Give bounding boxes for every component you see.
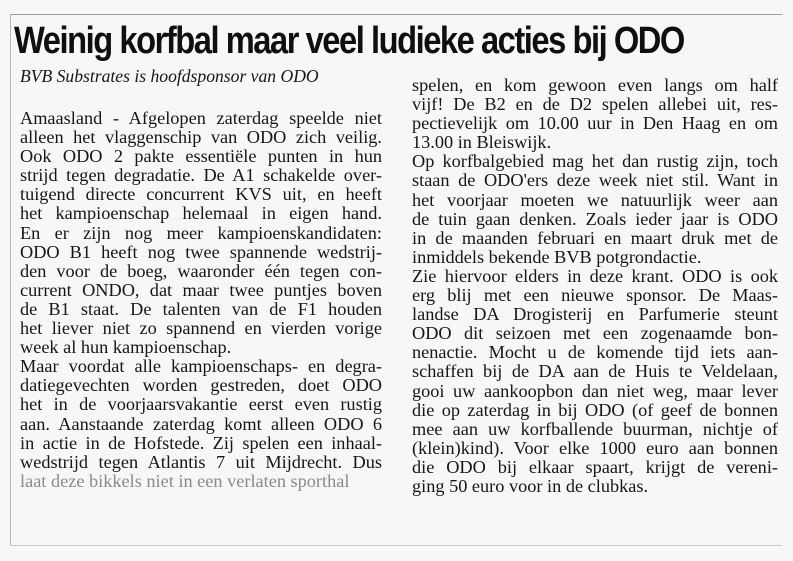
article-text-line: gooi uw aankoopbon dan niet weg, maar lever (412, 380, 778, 401)
article-text-line: landse DA Drogisterij en Parfumerie steunt (412, 304, 778, 325)
article-text-line: 13.00 in Bleiswijk. (412, 132, 552, 153)
article-text-line: (klein)kind). Voor elke 1000 euro aan bonnen (412, 437, 778, 458)
article-text-line: het kampioenschap helemaal in eigen hand. (20, 203, 382, 224)
article-text-line: wedstrijd tegen Atlantis 7 uit Mijdrecht. Dus (20, 451, 382, 472)
article-text-line: den voor de boeg, waaronder één tegen con- (20, 260, 382, 281)
article-text-line: in actie in de Hofstede. Zij spelen een inhaal- (20, 432, 382, 453)
article-column-right (412, 76, 778, 496)
right-column-text (412, 76, 778, 496)
clipping-edge-bottom (10, 545, 782, 546)
article-text-line: Op korfbalgebied mag het dan rustig zijn, toch (412, 151, 778, 172)
article-text-line: En er zijn nog meer kampioenskandidaten: (20, 222, 382, 243)
article-text-line: de B1 staat. De talenten van de F1 houden (20, 298, 382, 319)
subheadline: BVB Substrates is hoofdsponsor van ODO (20, 66, 319, 86)
article-text-line: in de maanden februari en maart druk met de (412, 227, 778, 248)
article-text-line: laat deze bikkels niet in een verlaten sporthal (20, 470, 350, 491)
article-text-line: mee aan uw korfballende buurman, nichtje of (412, 418, 778, 439)
article-text-line: alleen het vlaggenschip van ODO zich veilig. (20, 127, 382, 148)
article-text-line: datiegevechten worden gestreden, doet ODO (20, 375, 382, 396)
article-text-line: Maar voordat alle kampioenschaps- en degra- (20, 356, 382, 377)
article-text-line: het in de voorjaarsvakantie eerst even rustig (20, 394, 382, 415)
article-text-line: ODO dit seizoen met een zogenaamde bon- (412, 323, 778, 344)
article-text-line: die op zaterdag in bij ODO (of geef de bonnen (412, 399, 778, 420)
clipping-edge-left (10, 14, 11, 546)
article-text-line: die ODO bij elkaar spaart, krijgt de vereni- (412, 456, 778, 477)
article-text-line: tuigend directe concurrent KVS uit, en heeft (20, 184, 382, 205)
article-text-line: current ONDO, dat maar twee puntjes boven (20, 279, 382, 300)
article-text-line: spelen, en kom gewoon even langs om half (412, 75, 778, 95)
left-column-text (20, 109, 382, 491)
article-text-line: Amaasland - Afgelopen zaterdag speelde niet (20, 108, 382, 128)
article-text-line: ODO B1 heeft nog twee spannende wedstrij- (20, 241, 382, 262)
article-text-line: strijd tegen degradatie. De A1 schakelde over- (20, 165, 382, 186)
article-text-line: ging 50 euro voor in de clubkas. (412, 475, 649, 496)
article-text-line: aan. Aanstaande zaterdag komt alleen ODO 6 (20, 413, 382, 434)
article-text-line: de tuin gaan denken. Zoals ieder jaar is ODO (412, 208, 778, 229)
article-text-line: schaffen bij de DA aan de Huis te Veldelaan, (412, 361, 778, 382)
article-text-line: inmiddels bekende BVB potgrondactie. (412, 246, 702, 267)
article-text-line: pectievelijk om 10.00 uur in Den Haag en om (412, 113, 778, 134)
article-text-line: Ook ODO 2 pakte essentiële punten in hun (20, 146, 382, 167)
article-text-line: week al hun kampioenschap. (20, 337, 232, 358)
article-text-line: staan de ODO'ers deze week niet stil. Want in (412, 170, 778, 191)
article-text-line: het voorjaar moeten we natuurlijk weer aan (412, 189, 778, 210)
clipping-edge-top (10, 14, 782, 15)
article-text-line: vijf! De B2 en de D2 spelen allebei uit, res- (412, 94, 778, 115)
article-text-line: nenactie. Mocht u de komende tijd iets aan- (412, 342, 778, 363)
headline: Weinig korfbal maar veel ludieke acties bij ODO (14, 20, 684, 62)
article-text-line: het liever niet zo spannend en vierden vorige (20, 318, 382, 339)
article-text-line: Zie hiervoor elders in deze krant. ODO is ook (412, 265, 778, 286)
article-column-left (20, 67, 382, 491)
article-text-line: erg blij met een nieuwe sponsor. De Maas- (412, 285, 778, 306)
